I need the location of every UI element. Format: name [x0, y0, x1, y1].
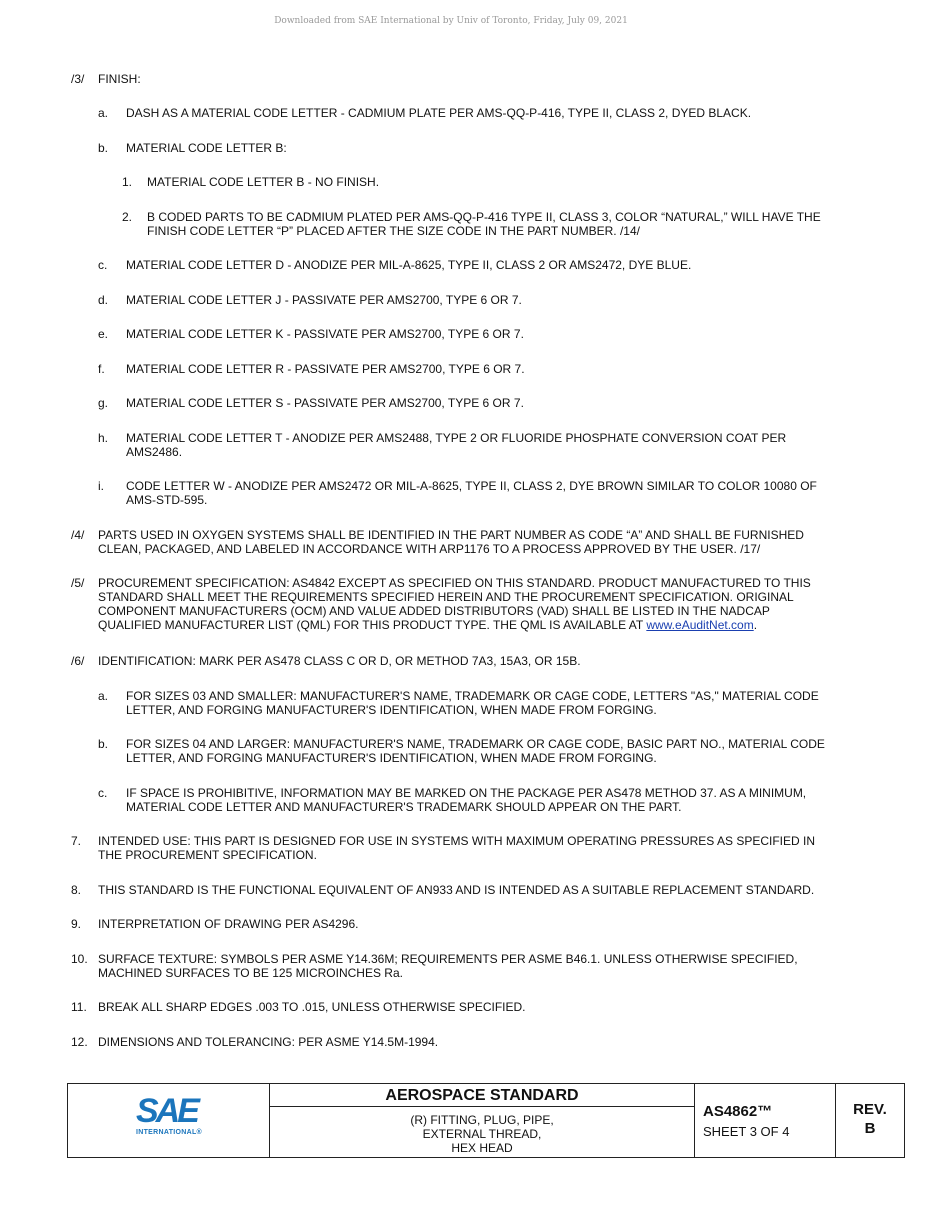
note-text: IDENTIFICATION: MARK PER AS478 CLASS C OR D, OR METHOD 7A3, 15A3, OR 15B.: [98, 654, 581, 668]
note-label: /4/: [71, 528, 85, 542]
note-text: BREAK ALL SHARP EDGES .003 TO .015, UNLESS OTHERWISE SPECIFIED.: [98, 1000, 526, 1014]
title-cell: [270, 1084, 695, 1157]
item-text: MATERIAL CODE LETTER B:: [126, 141, 287, 155]
item-text: MATERIAL CODE LETTER S - PASSIVATE PER AMS2700, TYPE 6 OR 7.: [126, 396, 524, 410]
item-text: MATERIAL CODE LETTER R - PASSIVATE PER AMS2700, TYPE 6 OR 7.: [126, 362, 525, 376]
revision-value: B: [864, 1120, 876, 1137]
subitem-text-line2: FINISH CODE LETTER “P” PLACED AFTER THE SIZE CODE IN THE PART NUMBER. /14/: [147, 224, 640, 238]
note-text-line1: PARTS USED IN OXYGEN SYSTEMS SHALL BE IDENTIFIED IN THE PART NUMBER AS CODE “A” AND SHALL BE FURNISHED: [98, 528, 804, 542]
note-label: 9.: [71, 917, 82, 931]
note-text: THIS STANDARD IS THE FUNCTIONAL EQUIVALENT OF AN933 AND IS INTENDED AS A SUITABLE REPLACEMENT STANDARD.: [98, 883, 815, 897]
note-text: FINISH:: [98, 72, 141, 86]
sheet-number: SHEET 3 OF 4: [703, 1124, 790, 1139]
subitem-text: MATERIAL CODE LETTER B - NO FINISH.: [147, 175, 380, 189]
item-label: c.: [98, 258, 108, 272]
note-text-line1: PROCUREMENT SPECIFICATION: AS4842 EXCEPT AS SPECIFIED ON THIS STANDARD. PRODUCT MANUFACTURED TO THIS: [98, 576, 811, 590]
title-block: [67, 1083, 905, 1158]
note-text-line3: COMPONENT MANUFACTURERS (OCM) AND VALUE ADDED DISTRIBUTORS (VAD) SHALL BE LISTED IN THE NADCAP: [98, 604, 770, 618]
part-title: [270, 1107, 694, 1155]
note-text: INTERPRETATION OF DRAWING PER AS4296.: [98, 917, 359, 931]
item-text-line1: FOR SIZES 04 AND LARGER: MANUFACTURER'S NAME, TRADEMARK OR CAGE CODE, BASIC PART NO., MATERIAL CODE: [126, 737, 825, 751]
note-text-line4-suffix: .: [753, 618, 758, 632]
document-number: AS4862™: [703, 1103, 773, 1120]
note-label: 11.: [71, 1000, 87, 1014]
note-label: /5/: [71, 576, 85, 590]
download-watermark: Downloaded from SAE International by Univ of Toronto, Friday, July 09, 2021: [274, 16, 628, 26]
item-text-line2: AMS-STD-595.: [126, 493, 208, 507]
eauditnet-link[interactable]: www.eAuditNet.com: [646, 618, 754, 632]
subitem-label: 2.: [122, 210, 133, 224]
item-text: MATERIAL CODE LETTER J - PASSIVATE PER AMS2700, TYPE 6 OR 7.: [126, 293, 522, 307]
item-label: g.: [98, 396, 109, 410]
item-text-line1: FOR SIZES 03 AND SMALLER: MANUFACTURER'S NAME, TRADEMARK OR CAGE CODE, LETTERS "AS," MATERIAL CODE: [126, 689, 819, 703]
note-label: /6/: [71, 654, 85, 668]
sae-logo-subtext: INTERNATIONAL®: [136, 1129, 203, 1136]
item-label: c.: [98, 786, 108, 800]
note-text-line4: [98, 618, 757, 632]
item-label: b.: [98, 737, 109, 751]
item-label: i.: [98, 479, 104, 493]
item-text-line2: LETTER, AND FORGING MANUFACTURER'S IDENTIFICATION, WHEN MADE FROM FORGING.: [126, 751, 657, 765]
note-label: 12.: [71, 1035, 88, 1049]
note-label: /3/: [71, 72, 85, 86]
item-text-line2: LETTER, AND FORGING MANUFACTURER'S IDENTIFICATION, WHEN MADE FROM FORGING.: [126, 703, 657, 717]
note-text: DIMENSIONS AND TOLERANCING: PER ASME Y14.5M-1994.: [98, 1035, 439, 1049]
item-label: a.: [98, 106, 109, 120]
item-text-line1: CODE LETTER W - ANODIZE PER AMS2472 OR MIL-A-8625, TYPE II, CLASS 2, DYE BROWN SIMILAR TO COLOR 10080 OF: [126, 479, 817, 493]
note-text-line1: SURFACE TEXTURE: SYMBOLS PER ASME Y14.36M; REQUIREMENTS PER ASME B46.1. UNLESS OTHERWISE SPECIFIED,: [98, 952, 798, 966]
item-label: e.: [98, 327, 109, 341]
item-text-line2: MATERIAL CODE LETTER AND MANUFACTURER'S TRADEMARK SHOULD APPEAR ON THE PART.: [126, 800, 682, 814]
item-text-line1: MATERIAL CODE LETTER T - ANODIZE PER AMS2488, TYPE 2 OR FLUORIDE PHOSPHATE CONVERSION COAT PER: [126, 431, 787, 445]
sae-logo: [136, 1094, 206, 1140]
note-text-line2: STANDARD SHALL MEET THE REQUIREMENTS SPECIFIED HEREIN AND THE PROCUREMENT SPECIFICATION. ORIGINAL: [98, 590, 794, 604]
item-text: MATERIAL CODE LETTER K - PASSIVATE PER AMS2700, TYPE 6 OR 7.: [126, 327, 524, 341]
item-label: d.: [98, 293, 109, 307]
note-text-line2: MACHINED SURFACES TO BE 125 MICROINCHES Ra.: [98, 966, 403, 980]
item-label: a.: [98, 689, 109, 703]
subitem-text-line1: B CODED PARTS TO BE CADMIUM PLATED PER AMS-QQ-P-416 TYPE II, CLASS 3, COLOR “NATURAL,” WILL HAVE THE: [147, 210, 821, 224]
note-text-line2: THE PROCUREMENT SPECIFICATION.: [98, 848, 317, 862]
part-title-line2: EXTERNAL THREAD,: [422, 1127, 542, 1141]
note-label: 10.: [71, 952, 88, 966]
revision-cell: [836, 1084, 904, 1157]
standard-heading: AEROSPACE STANDARD: [270, 1084, 694, 1107]
part-title-line3: HEX HEAD: [451, 1141, 513, 1155]
item-text-line1: IF SPACE IS PROHIBITIVE, INFORMATION MAY BE MARKED ON THE PACKAGE PER AS478 METHOD 37. AS A MINIMUM,: [126, 786, 807, 800]
sae-logo-mark: SAE: [136, 1092, 197, 1130]
part-title-line1: (R) FITTING, PLUG, PIPE,: [410, 1113, 554, 1127]
note-text-line1: INTENDED USE: THIS PART IS DESIGNED FOR USE IN SYSTEMS WITH MAXIMUM OPERATING PRESSURES AS SPECIFIED IN: [98, 834, 815, 848]
item-label: h.: [98, 431, 109, 445]
item-text: DASH AS A MATERIAL CODE LETTER - CADMIUM PLATE PER AMS-QQ-P-416, TYPE II, CLASS 2, DYED BLACK.: [126, 106, 752, 120]
item-label: f.: [98, 362, 105, 376]
item-text: MATERIAL CODE LETTER D - ANODIZE PER MIL-A-8625, TYPE II, CLASS 2 OR AMS2472, DYE BLUE.: [126, 258, 692, 272]
subitem-label: 1.: [122, 175, 133, 189]
logo-cell: [68, 1084, 270, 1157]
item-label: b.: [98, 141, 109, 155]
note-text-line2: CLEAN, PACKAGED, AND LABELED IN ACCORDANCE WITH ARP1176 TO A PROCESS APPROVED BY THE USER. /17/: [98, 542, 761, 556]
note-label: 7.: [71, 834, 82, 848]
note-label: 8.: [71, 883, 82, 897]
document-number-cell: [695, 1084, 836, 1157]
item-text-line2: AMS2486.: [126, 445, 183, 459]
note-text-line4-prefix: QUALIFIED MANUFACTURER LIST (QML) FOR THIS PRODUCT TYPE. THE QML IS AVAILABLE AT: [98, 618, 647, 632]
revision-label: REV.: [853, 1101, 887, 1118]
